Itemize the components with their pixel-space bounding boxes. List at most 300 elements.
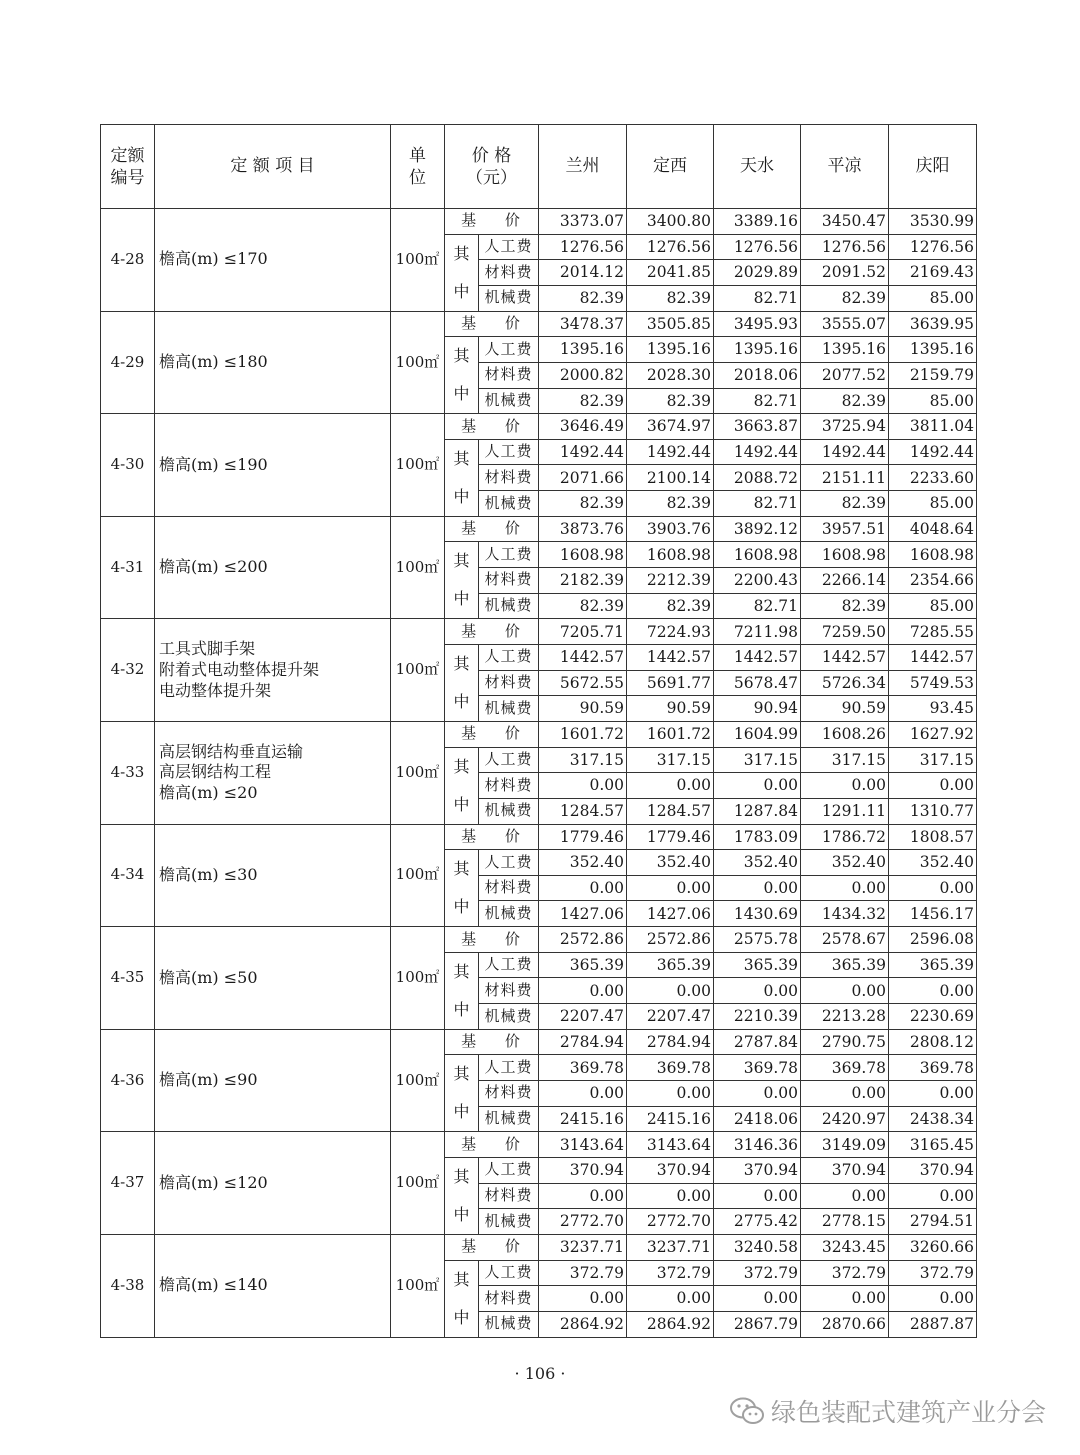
price-cell: 82.39	[627, 593, 714, 619]
price-cell: 1608.98	[714, 542, 801, 568]
header-unit: 单 位	[391, 125, 445, 209]
price-cell: 3530.99	[889, 209, 977, 235]
header-city: 定西	[627, 125, 714, 209]
price-cell: 372.79	[801, 1260, 889, 1286]
price-cell: 2182.39	[539, 568, 627, 594]
labor-label: 人工费	[479, 1157, 539, 1183]
base-price-label: 基 价	[445, 721, 539, 747]
price-cell: 3237.71	[627, 1234, 714, 1260]
price-cell: 3725.94	[801, 414, 889, 440]
price-cell: 1395.16	[801, 337, 889, 363]
price-cell: 0.00	[539, 1081, 627, 1107]
price-cell: 3143.64	[539, 1132, 627, 1158]
price-cell: 0.00	[801, 1183, 889, 1209]
quota-item-line: 檐高(m) ≤20	[159, 783, 258, 803]
price-cell: 2354.66	[889, 568, 977, 594]
price-cell: 2077.52	[801, 362, 889, 388]
quota-body	[101, 209, 977, 1338]
price-cell: 2572.86	[539, 927, 627, 953]
price-cell: 352.40	[801, 850, 889, 876]
price-cell: 2041.85	[627, 260, 714, 286]
table-row	[101, 1132, 977, 1158]
price-cell: 0.00	[889, 1286, 977, 1312]
base-price-label: 基 价	[445, 1132, 539, 1158]
price-cell: 3639.95	[889, 311, 977, 337]
price-cell: 7205.71	[539, 619, 627, 645]
price-cell: 1492.44	[627, 439, 714, 465]
price-cell: 1395.16	[714, 337, 801, 363]
price-cell: 85.00	[889, 593, 977, 619]
machine-label: 机械费	[479, 1209, 539, 1235]
price-cell: 0.00	[714, 978, 801, 1004]
price-cell: 3505.85	[627, 311, 714, 337]
price-cell: 90.94	[714, 696, 801, 722]
price-cell: 369.78	[714, 1055, 801, 1081]
price-cell: 365.39	[627, 952, 714, 978]
quota-item-line: 檐高(m) ≤200	[159, 557, 268, 577]
price-cell: 0.00	[627, 1081, 714, 1107]
price-cell: 1779.46	[627, 824, 714, 850]
quota-item	[155, 414, 391, 517]
of-which-label: 其 中	[445, 439, 479, 516]
page-number: · 106 ·	[514, 1364, 566, 1383]
material-label: 材料费	[479, 978, 539, 1004]
price-cell: 2575.78	[714, 927, 801, 953]
price-cell: 0.00	[889, 978, 977, 1004]
price-cell: 85.00	[889, 388, 977, 414]
quota-item	[155, 824, 391, 927]
price-cell: 0.00	[539, 1183, 627, 1209]
price-cell: 372.79	[539, 1260, 627, 1286]
labor-label: 人工费	[479, 439, 539, 465]
price-cell: 82.39	[801, 593, 889, 619]
material-label: 材料费	[479, 773, 539, 799]
quota-unit: 100㎡	[391, 209, 445, 312]
price-cell: 2100.14	[627, 465, 714, 491]
header-item: 定 额 项 目	[155, 125, 391, 209]
price-cell: 365.39	[714, 952, 801, 978]
price-cell: 365.39	[539, 952, 627, 978]
price-cell: 1310.77	[889, 798, 977, 824]
price-cell: 1779.46	[539, 824, 627, 850]
price-cell: 3646.49	[539, 414, 627, 440]
of-which-label: 其 中	[445, 644, 479, 721]
price-cell: 3957.51	[801, 516, 889, 542]
quota-code: 4-34	[101, 824, 155, 927]
price-cell: 2572.86	[627, 927, 714, 953]
watermark-text: 绿色装配式建筑产业分会	[770, 1398, 1046, 1427]
price-cell: 7285.55	[889, 619, 977, 645]
price-cell: 82.39	[801, 388, 889, 414]
price-cell: 3373.07	[539, 209, 627, 235]
price-cell: 5678.47	[714, 670, 801, 696]
price-cell: 1608.98	[539, 542, 627, 568]
of-which-label: 其 中	[445, 952, 479, 1029]
price-cell: 2772.70	[627, 1209, 714, 1235]
quota-code: 4-35	[101, 927, 155, 1030]
price-cell: 2415.16	[539, 1106, 627, 1132]
header-row	[101, 125, 977, 209]
of-which-label: 其 中	[445, 747, 479, 824]
price-cell: 2864.92	[539, 1311, 627, 1337]
price-cell: 3663.87	[714, 414, 801, 440]
quota-item	[155, 209, 391, 312]
quota-code: 4-29	[101, 311, 155, 414]
labor-label: 人工费	[479, 952, 539, 978]
machine-label: 机械费	[479, 593, 539, 619]
price-cell: 0.00	[801, 773, 889, 799]
price-cell: 2775.42	[714, 1209, 801, 1235]
price-cell: 2787.84	[714, 1029, 801, 1055]
price-cell: 2151.11	[801, 465, 889, 491]
price-cell: 82.71	[714, 285, 801, 311]
table-row	[101, 209, 977, 235]
price-cell: 3873.76	[539, 516, 627, 542]
price-cell: 82.71	[714, 593, 801, 619]
quota-item	[155, 1234, 391, 1337]
price-cell: 82.39	[539, 388, 627, 414]
price-cell: 1442.57	[714, 644, 801, 670]
price-cell: 1395.16	[627, 337, 714, 363]
price-cell: 82.39	[539, 593, 627, 619]
price-cell: 1608.98	[801, 542, 889, 568]
machine-label: 机械费	[479, 388, 539, 414]
price-cell: 3400.80	[627, 209, 714, 235]
machine-label: 机械费	[479, 285, 539, 311]
quota-code: 4-38	[101, 1234, 155, 1337]
price-cell: 2213.28	[801, 1004, 889, 1030]
price-cell: 2159.79	[889, 362, 977, 388]
price-cell: 2772.70	[539, 1209, 627, 1235]
price-cell: 2266.14	[801, 568, 889, 594]
price-cell: 2088.72	[714, 465, 801, 491]
wechat-icon	[729, 1396, 765, 1426]
price-cell: 3389.16	[714, 209, 801, 235]
quota-item-line: 檐高(m) ≤50	[159, 967, 258, 987]
header-code: 定额 编号	[101, 125, 155, 209]
price-cell: 1786.72	[801, 824, 889, 850]
price-cell: 369.78	[539, 1055, 627, 1081]
price-cell: 0.00	[714, 875, 801, 901]
quota-code: 4-37	[101, 1132, 155, 1235]
price-cell: 90.59	[801, 696, 889, 722]
price-cell: 2091.52	[801, 260, 889, 286]
quota-unit: 100㎡	[391, 311, 445, 414]
of-which-label: 其 中	[445, 337, 479, 414]
material-label: 材料费	[479, 1081, 539, 1107]
price-cell: 1276.56	[539, 234, 627, 260]
price-cell: 3495.93	[714, 311, 801, 337]
price-cell: 93.45	[889, 696, 977, 722]
price-cell: 1276.56	[801, 234, 889, 260]
price-cell: 1434.32	[801, 901, 889, 927]
labor-label: 人工费	[479, 747, 539, 773]
of-which-label: 其 中	[445, 542, 479, 619]
price-cell: 4048.64	[889, 516, 977, 542]
price-cell: 0.00	[889, 1183, 977, 1209]
price-cell: 2578.67	[801, 927, 889, 953]
price-cell: 0.00	[627, 1183, 714, 1209]
price-cell: 1291.11	[801, 798, 889, 824]
price-cell: 82.39	[539, 491, 627, 517]
base-price-label: 基 价	[445, 619, 539, 645]
price-cell: 1276.56	[889, 234, 977, 260]
base-price-label: 基 价	[445, 1029, 539, 1055]
price-cell: 90.59	[539, 696, 627, 722]
quota-unit: 100㎡	[391, 824, 445, 927]
machine-label: 机械费	[479, 1311, 539, 1337]
material-label: 材料费	[479, 670, 539, 696]
price-cell: 82.39	[801, 285, 889, 311]
price-cell: 0.00	[714, 1183, 801, 1209]
base-price-label: 基 价	[445, 311, 539, 337]
price-cell: 0.00	[889, 875, 977, 901]
price-cell: 370.94	[714, 1157, 801, 1183]
price-cell: 90.59	[627, 696, 714, 722]
price-cell: 1276.56	[714, 234, 801, 260]
quota-unit: 100㎡	[391, 1132, 445, 1235]
quota-item	[155, 516, 391, 619]
price-cell: 2415.16	[627, 1106, 714, 1132]
labor-label: 人工费	[479, 234, 539, 260]
table-row	[101, 516, 977, 542]
quota-unit: 100㎡	[391, 927, 445, 1030]
quota-item	[155, 721, 391, 824]
quota-unit: 100㎡	[391, 414, 445, 517]
price-cell: 3243.45	[801, 1234, 889, 1260]
price-cell: 369.78	[889, 1055, 977, 1081]
price-cell: 2790.75	[801, 1029, 889, 1055]
material-label: 材料费	[479, 875, 539, 901]
price-cell: 1601.72	[627, 721, 714, 747]
table-row	[101, 311, 977, 337]
table-row	[101, 1234, 977, 1260]
price-cell: 2200.43	[714, 568, 801, 594]
price-cell: 1608.26	[801, 721, 889, 747]
material-label: 材料费	[479, 362, 539, 388]
machine-label: 机械费	[479, 901, 539, 927]
quota-item-line: 檐高(m) ≤180	[159, 351, 268, 371]
quota-item-line: 工具式脚手架	[159, 638, 256, 658]
price-cell: 317.15	[714, 747, 801, 773]
price-cell: 0.00	[539, 875, 627, 901]
price-cell: 365.39	[801, 952, 889, 978]
base-price-label: 基 价	[445, 414, 539, 440]
price-cell: 1492.44	[539, 439, 627, 465]
price-cell: 2784.94	[627, 1029, 714, 1055]
quota-item-line: 高层钢结构工程	[159, 762, 272, 782]
price-cell: 2420.97	[801, 1106, 889, 1132]
quota-code: 4-32	[101, 619, 155, 722]
price-cell: 0.00	[539, 773, 627, 799]
price-cell: 1284.57	[539, 798, 627, 824]
price-cell: 1783.09	[714, 824, 801, 850]
table-row	[101, 824, 977, 850]
price-cell: 82.39	[627, 285, 714, 311]
price-cell: 2418.06	[714, 1106, 801, 1132]
price-cell: 0.00	[889, 1081, 977, 1107]
quota-code: 4-33	[101, 721, 155, 824]
price-cell: 2207.47	[539, 1004, 627, 1030]
price-cell: 365.39	[889, 952, 977, 978]
price-cell: 0.00	[627, 978, 714, 1004]
price-cell: 3149.09	[801, 1132, 889, 1158]
of-which-label: 其 中	[445, 234, 479, 311]
table-row	[101, 721, 977, 747]
table-row	[101, 927, 977, 953]
price-cell: 1492.44	[714, 439, 801, 465]
price-cell: 0.00	[889, 773, 977, 799]
price-cell: 3165.45	[889, 1132, 977, 1158]
price-cell: 2808.12	[889, 1029, 977, 1055]
price-cell: 2169.43	[889, 260, 977, 286]
quota-unit: 100㎡	[391, 619, 445, 722]
price-cell: 0.00	[714, 1081, 801, 1107]
header-price: 价 格 （元）	[445, 125, 539, 209]
quota-item-line: 檐高(m) ≤30	[159, 864, 258, 884]
price-cell: 2018.06	[714, 362, 801, 388]
price-cell: 352.40	[889, 850, 977, 876]
price-cell: 0.00	[801, 1081, 889, 1107]
quota-unit: 100㎡	[391, 516, 445, 619]
price-cell: 1492.44	[801, 439, 889, 465]
price-cell: 317.15	[801, 747, 889, 773]
price-cell: 1808.57	[889, 824, 977, 850]
price-cell: 0.00	[801, 1286, 889, 1312]
quota-item-line: 檐高(m) ≤90	[159, 1070, 258, 1090]
price-cell: 2867.79	[714, 1311, 801, 1337]
price-cell: 317.15	[539, 747, 627, 773]
price-cell: 1601.72	[539, 721, 627, 747]
quota-item-line: 檐高(m) ≤170	[159, 249, 268, 269]
price-cell: 1442.57	[889, 644, 977, 670]
price-cell: 370.94	[627, 1157, 714, 1183]
price-cell: 0.00	[627, 1286, 714, 1312]
quota-item	[155, 1132, 391, 1235]
price-cell: 2870.66	[801, 1311, 889, 1337]
quota-item-line: 檐高(m) ≤190	[159, 454, 268, 474]
quota-code: 4-30	[101, 414, 155, 517]
table-row	[101, 414, 977, 440]
price-cell: 3237.71	[539, 1234, 627, 1260]
material-label: 材料费	[479, 1183, 539, 1209]
header-city: 兰州	[539, 125, 627, 209]
of-which-label: 其 中	[445, 1260, 479, 1337]
price-cell: 1604.99	[714, 721, 801, 747]
price-cell: 82.71	[714, 491, 801, 517]
base-price-label: 基 价	[445, 209, 539, 235]
price-cell: 2778.15	[801, 1209, 889, 1235]
header-city: 平凉	[801, 125, 889, 209]
price-cell: 2887.87	[889, 1311, 977, 1337]
price-cell: 7224.93	[627, 619, 714, 645]
price-cell: 369.78	[627, 1055, 714, 1081]
price-cell: 3240.58	[714, 1234, 801, 1260]
price-cell: 0.00	[801, 875, 889, 901]
price-cell: 3892.12	[714, 516, 801, 542]
price-cell: 370.94	[539, 1157, 627, 1183]
price-cell: 1456.17	[889, 901, 977, 927]
price-cell: 1608.98	[889, 542, 977, 568]
table-row	[101, 619, 977, 645]
price-cell: 82.39	[801, 491, 889, 517]
price-cell: 3450.47	[801, 209, 889, 235]
price-cell: 1608.98	[627, 542, 714, 568]
price-cell: 2438.34	[889, 1106, 977, 1132]
base-price-label: 基 价	[445, 824, 539, 850]
quota-item-line: 檐高(m) ≤120	[159, 1172, 268, 1192]
quota-item	[155, 927, 391, 1030]
price-cell: 1442.57	[627, 644, 714, 670]
of-which-label: 其 中	[445, 1157, 479, 1234]
machine-label: 机械费	[479, 696, 539, 722]
price-cell: 3903.76	[627, 516, 714, 542]
price-cell: 0.00	[539, 978, 627, 1004]
price-cell: 0.00	[627, 773, 714, 799]
material-label: 材料费	[479, 465, 539, 491]
price-cell: 82.39	[627, 388, 714, 414]
price-cell: 2028.30	[627, 362, 714, 388]
material-label: 材料费	[479, 568, 539, 594]
price-cell: 85.00	[889, 285, 977, 311]
labor-label: 人工费	[479, 644, 539, 670]
table-row	[101, 1029, 977, 1055]
price-cell: 352.40	[714, 850, 801, 876]
price-cell: 0.00	[627, 875, 714, 901]
quota-item	[155, 1029, 391, 1132]
quota-item-line: 檐高(m) ≤140	[159, 1275, 268, 1295]
price-cell: 1287.84	[714, 798, 801, 824]
labor-label: 人工费	[479, 337, 539, 363]
quota-code: 4-31	[101, 516, 155, 619]
quota-code: 4-36	[101, 1029, 155, 1132]
price-cell: 2000.82	[539, 362, 627, 388]
price-cell: 2014.12	[539, 260, 627, 286]
machine-label: 机械费	[479, 491, 539, 517]
price-cell: 82.71	[714, 388, 801, 414]
quota-item	[155, 311, 391, 414]
price-cell: 372.79	[889, 1260, 977, 1286]
of-which-label: 其 中	[445, 850, 479, 927]
price-cell: 2596.08	[889, 927, 977, 953]
price-cell: 3478.37	[539, 311, 627, 337]
price-cell: 5691.77	[627, 670, 714, 696]
quota-unit: 100㎡	[391, 721, 445, 824]
price-cell: 1627.92	[889, 721, 977, 747]
price-cell: 82.39	[539, 285, 627, 311]
price-cell: 3260.66	[889, 1234, 977, 1260]
price-cell: 0.00	[714, 773, 801, 799]
price-cell: 1492.44	[889, 439, 977, 465]
price-cell: 3143.64	[627, 1132, 714, 1158]
quota-unit: 100㎡	[391, 1029, 445, 1132]
of-which-label: 其 中	[445, 1055, 479, 1132]
price-cell: 0.00	[714, 1286, 801, 1312]
quota-unit: 100㎡	[391, 1234, 445, 1337]
price-cell: 2071.66	[539, 465, 627, 491]
price-cell: 2212.39	[627, 568, 714, 594]
price-cell: 1395.16	[889, 337, 977, 363]
price-cell: 1276.56	[627, 234, 714, 260]
price-cell: 352.40	[627, 850, 714, 876]
base-price-label: 基 价	[445, 1234, 539, 1260]
price-cell: 2794.51	[889, 1209, 977, 1235]
price-cell: 369.78	[801, 1055, 889, 1081]
price-cell: 2233.60	[889, 465, 977, 491]
labor-label: 人工费	[479, 850, 539, 876]
price-cell: 1395.16	[539, 337, 627, 363]
labor-label: 人工费	[479, 1260, 539, 1286]
